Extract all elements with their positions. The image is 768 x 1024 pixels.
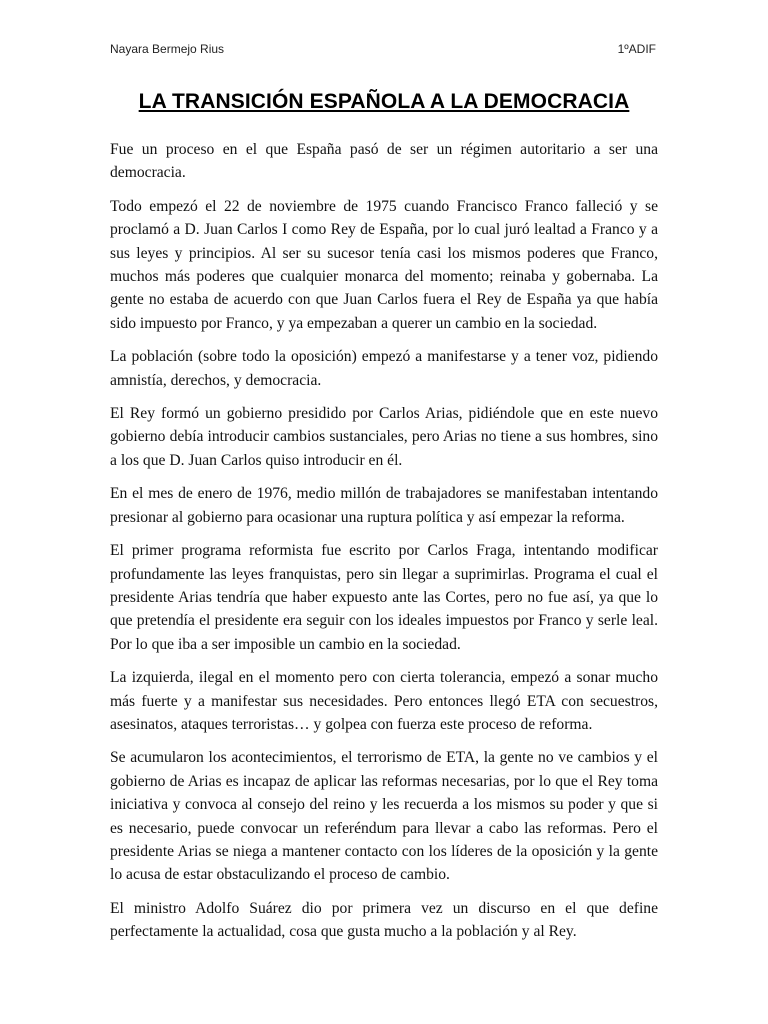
author-name: Nayara Bermejo Rius bbox=[110, 42, 225, 56]
paragraph: La izquierda, ilegal en el momento pero con cierta tolerancia, empezó a sonar mucho más fuerte y a manifestar sus necesidades. Pero entonces llegó ETA con secuestros, asesinatos, ataques terroristas… y golpea con fuerza este proceso de reforma. bbox=[110, 669, 658, 733]
page-header bbox=[110, 42, 656, 56]
document-title: LA TRANSICIÓN ESPAÑOLA A LA DEMOCRACIA bbox=[138, 90, 630, 113]
course-label: 1ºADIF bbox=[617, 42, 656, 56]
paragraph: El Rey formó un gobierno presidido por Carlos Arias, pidiéndole que en este nuevo gobierno debía introducir cambios sustanciales, pero Arias no tiene a sus hombres, sino a los que D. Juan Carlos quiso introducir en él. bbox=[110, 405, 658, 469]
document-body bbox=[110, 138, 658, 954]
paragraph: El ministro Adolfo Suárez dio por primera vez un discurso en el que define perfectamente la actualidad, cosa que gusta mucho a la población y al Rey. bbox=[110, 899, 658, 941]
paragraph: En el mes de enero de 1976, medio millón de trabajadores se manifestaban intentando presionar al gobierno para ocasionar una ruptura política y así empezar la reforma. bbox=[110, 485, 658, 526]
paragraph: Fue un proceso en el que España pasó de ser un régimen autoritario a ser una democracia. bbox=[110, 141, 658, 182]
paragraph: Todo empezó el 22 de noviembre de 1975 cuando Francisco Franco falleció y se proclamó a D. Juan Carlos I como Rey de España, por lo cual juró lealtad a Franco y a sus leyes y principios. Al ser su sucesor tenía casi los mismos poderes que Franco, muchos más poderes que cualquier monarca del momento; reinaba y gobernaba. La gente no estaba de acuerdo con que Juan Carlos fuera el Rey de España ya que había sido impuesto por Franco, y ya empezaban a querer un cambio en la sociedad. bbox=[110, 197, 658, 332]
paragraph: La población (sobre todo la oposición) empezó a manifestarse y a tener voz, pidiendo amnistía, derechos, y democracia. bbox=[110, 348, 658, 389]
paragraph: Se acumularon los acontecimientos, el terrorismo de ETA, la gente no ve cambios y el gobierno de Arias es incapaz de aplicar las reformas necesarias, por lo que el Rey toma iniciativa y convoca al consejo del reino y les recuerda a los mismos su poder y que si es necesario, puede convocar un referéndum para llevar a cabo las reformas. Pero el presidente Arias se niega a mantener contacto con los líderes de la oposición y la gente lo acusa de estar obstaculizando el proceso de cambio. bbox=[110, 749, 658, 884]
paragraph: El primer programa reformista fue escrito por Carlos Fraga, intentando modificar profundamente las leyes franquistas, pero sin llegar a suprimirlas. Programa el cual el presidente Arias tendría que haber expuesto ante las Cortes, pero no fue así, ya que lo que pretendía el presidente era seguir con los ideales impuestos por Franco y serle leal. Por lo que iba a ser imposible un cambio en la sociedad. bbox=[110, 542, 658, 653]
